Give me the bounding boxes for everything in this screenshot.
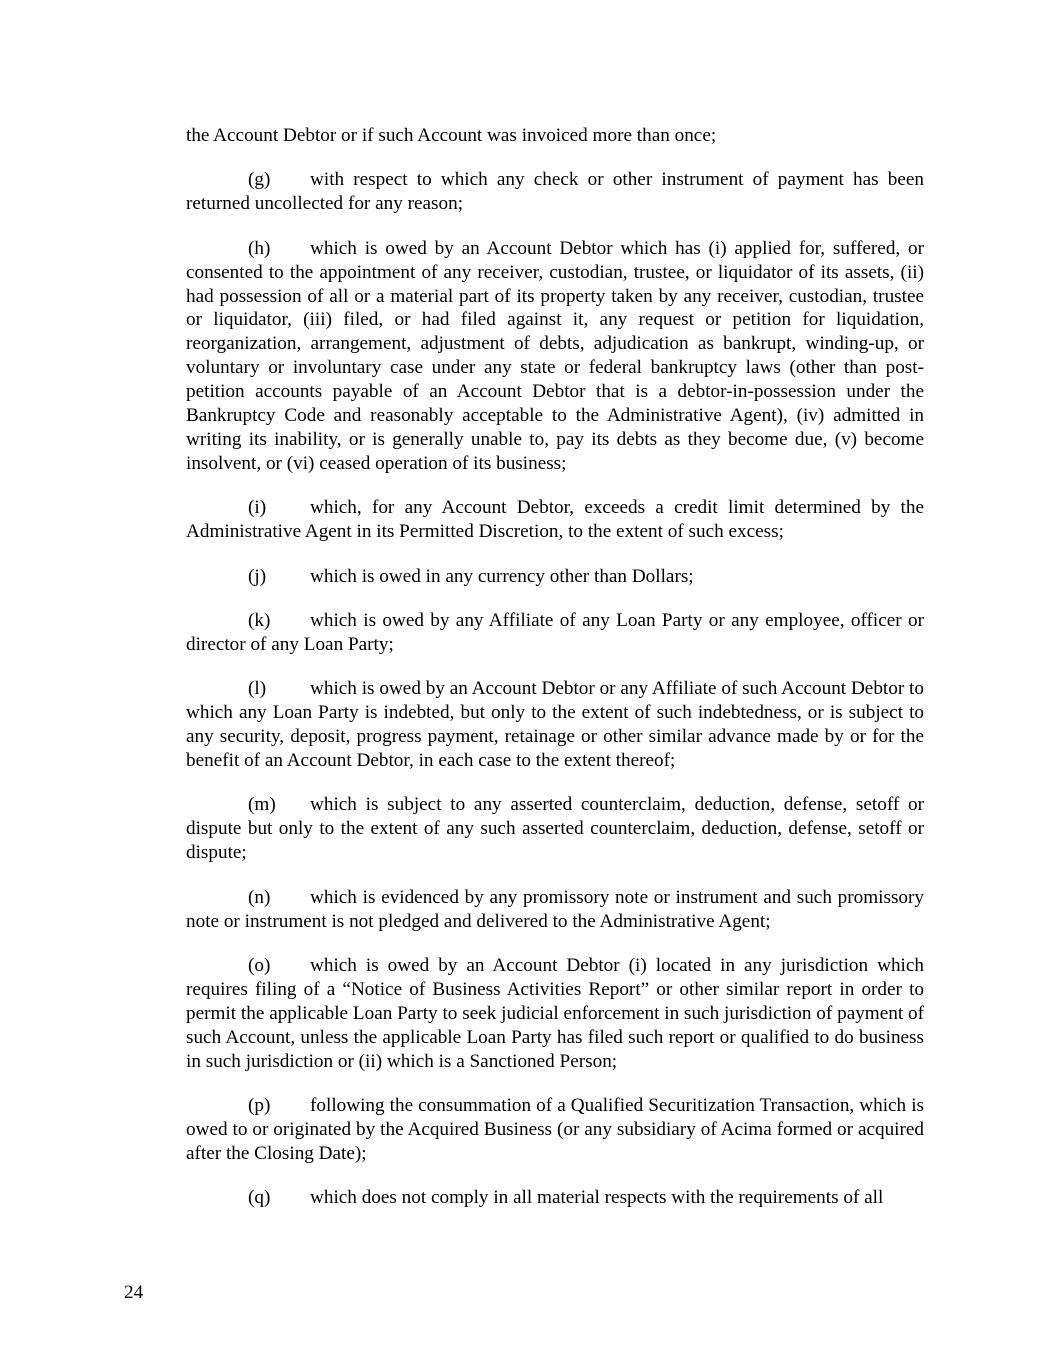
clause-label: (h): [248, 237, 271, 259]
clause-label: (p): [248, 1095, 271, 1116]
clause-text: which is owed by any Affiliate of any Loan Party or any employee, officer or director of any Loan Party;: [186, 610, 924, 655]
clause-label: (k): [248, 610, 271, 631]
clause-g: [186, 168, 924, 216]
clause-j: [186, 565, 924, 589]
clause-text: which is evidenced by any promissory note or instrument and such promissory note or instrument is not pledged and delivered to the Administrative Agent;: [186, 886, 924, 932]
clause-text: with respect to which any check or other instrument of payment has been returned uncollected for any reason;: [186, 169, 924, 215]
clause-m: [186, 793, 924, 865]
clause-text: which, for any Account Debtor, exceeds a credit limit determined by the Administrative Agent in its Permitted Discretion, to the extent of such excess;: [186, 497, 924, 543]
clause-label: (i): [248, 497, 267, 519]
clause-h: [186, 237, 924, 476]
clause-text: which does not comply in all material respects with the requirements of all: [310, 1187, 884, 1209]
clause-label: (g): [248, 169, 271, 191]
clause-o: [186, 954, 924, 1074]
clause-n: [186, 886, 924, 934]
clause-p: [186, 1094, 924, 1166]
clause-label: (q): [248, 1187, 271, 1209]
clause-label: (m): [248, 794, 276, 816]
clause-text: which is owed by an Account Debtor (i) located in any jurisdiction which requires filing of a “Notice of Business Activities Report” or other similar report in order to permit the applicable Loan Party to seek judicial enforcement in such jurisdiction of payment of such Account, unless the applicable Loan Party has filed such report or qualified to do business in such jurisdiction or (ii) which is a Sanctioned Person;: [186, 954, 924, 1072]
clause-label: (o): [248, 954, 271, 976]
clause-label: (j): [248, 565, 267, 587]
clause-text: following the consummation of a Qualified Securitization Transaction, which is owed to or originated by the Acquired Business (or any subsidiary of Acima formed or acquired after the Closing Date);: [186, 1095, 924, 1164]
clause-label: (n): [248, 886, 271, 908]
clause-l: [186, 677, 924, 773]
clause-k: [186, 609, 924, 657]
clause-text: which is owed in any currency other than Dollars;: [310, 565, 694, 587]
clause-q: [186, 1186, 924, 1210]
clause-text: which is subject to any asserted counterclaim, deduction, defense, setoff or dispute but only to the extent of any such asserted counterclaim, deduction, defense, setoff or dispute;: [186, 794, 924, 864]
continuation-paragraph: the Account Debtor or if such Account was invoiced more than once;: [186, 125, 717, 146]
clause-i: [186, 496, 924, 544]
clause-text: which is owed by an Account Debtor which has (i) applied for, suffered, or consented to the appointment of any receiver, custodian, trustee, or liquidator of its assets, (ii) had possession of all or a material part of its property taken by any receiver, custodian, trustee or liquidator, (iii) filed, or had filed against it, any request or petition for liquidation, reorganization, arrangement, adjustment of debts, adjudication as bankrupt, winding-up, or voluntary or involuntary case under any state or federal bankruptcy laws (other than post-petition accounts payable of an Account Debtor that is a debtor-in-possession under the Bankruptcy Code and reasonably acceptable to the Administrative Agent), (iv) admitted in writing its inability, or is generally unable to, pay its debts as they become due, (v) become insolvent, or (vi) ceased operation of its business;: [186, 237, 924, 474]
clause-label: (l): [248, 678, 267, 700]
clause-text: which is owed by an Account Debtor or any Affiliate of such Account Debtor to which any Loan Party is indebted, but only to the extent of such indebtedness, or is subject to any security, deposit, progress payment, retainage or other similar advance made by or for the benefit of an Account Debtor, in each case to the extent thereof;: [186, 678, 924, 772]
page-number: 24: [124, 1282, 144, 1303]
document-body: [186, 124, 924, 1210]
